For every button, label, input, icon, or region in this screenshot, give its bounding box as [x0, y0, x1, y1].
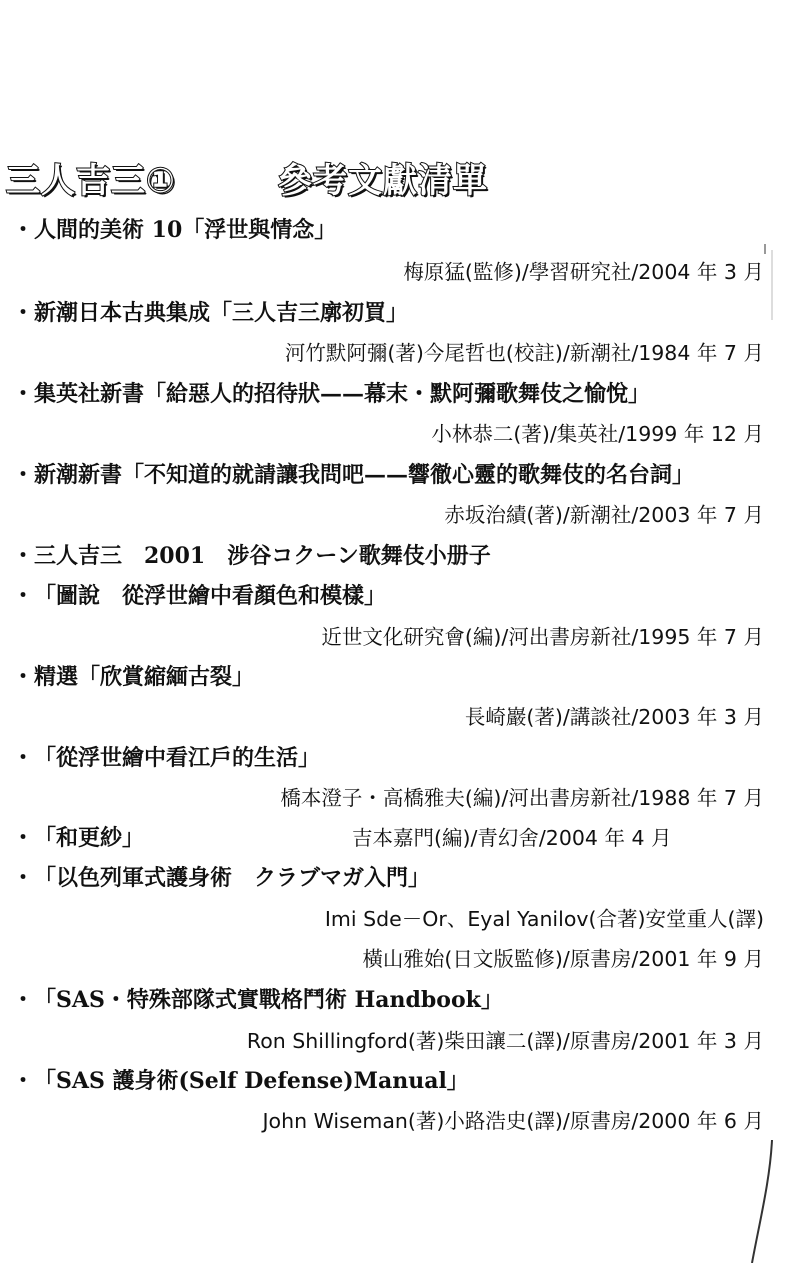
reference-title — [12, 742, 320, 774]
bullet-marker: ・ — [12, 825, 35, 851]
bullet-marker: ・ — [12, 543, 35, 569]
bibliography-heading: 參考文獻清單 — [278, 161, 488, 201]
bullet-marker: ・ — [12, 745, 35, 771]
reference-title — [12, 378, 650, 410]
scan-margin-mark — [764, 244, 766, 254]
reference-title-text: 「和更紗」 — [34, 825, 145, 851]
reference-title — [12, 580, 386, 612]
reference-title-text: 「SAS 護身術(Self Defense)Manual」 — [34, 1068, 469, 1094]
reference-title-text: 精選「欣賞縮緬古裂」 — [34, 664, 255, 690]
reference-publisher: 小林恭二(著)/集英社/1999 年 12 月 — [431, 422, 764, 446]
reference-publisher: 近世文化研究會(編)/河出書房新社/1995 年 7 月 — [321, 625, 764, 649]
bullet-marker: ・ — [12, 987, 35, 1013]
bullet-marker: ・ — [12, 1068, 35, 1094]
reference-publisher: 吉本嘉門(編)/青幻舍/2004 年 4 月 — [352, 826, 672, 850]
reference-publisher: 橋本澄子・高橋雅夫(編)/河出書房新社/1988 年 7 月 — [280, 786, 764, 810]
reference-title-text: 「SAS・特殊部隊式實戰格鬥術 Handbook」 — [34, 987, 503, 1013]
page-header — [0, 158, 800, 208]
book-title-heading: 三人吉三① — [6, 161, 176, 201]
reference-title-text: 「以色列軍式護身術 クラブマガ入門」 — [34, 865, 431, 891]
reference-title-text: 新潮日本古典集成「三人吉三廓初買」 — [34, 300, 409, 326]
bullet-marker: ・ — [12, 865, 35, 891]
reference-title — [12, 540, 491, 572]
reference-publisher: Ron Shillingford(著)柴田讓二(譯)/原書房/2001 年 3 月 — [246, 1029, 764, 1053]
reference-title-text: 集英社新書「給惡人的招待狀——幕末・默阿彌歌舞伎之愉悅」 — [34, 381, 651, 407]
reference-title-text: 三人吉三 2001 涉谷コクーン歌舞伎小册子 — [34, 543, 491, 569]
reference-publisher: 赤坂治績(著)/新潮社/2003 年 7 月 — [444, 503, 764, 527]
reference-publisher: John Wiseman(著)小路浩史(譯)/原書房/2000 年 6 月 — [262, 1109, 764, 1133]
reference-publisher: 橫山雅始(日文版監修)/原書房/2001 年 9 月 — [362, 947, 764, 971]
bullet-marker: ・ — [12, 381, 35, 407]
reference-title — [12, 297, 408, 329]
bullet-marker: ・ — [12, 583, 35, 609]
reference-title — [12, 862, 430, 894]
bullet-marker: ・ — [12, 300, 35, 326]
reference-title-text: 新潮新書「不知道的就請讓我問吧——響徹心靈的歌舞伎的名台詞」 — [34, 462, 695, 488]
bullet-marker: ・ — [12, 217, 35, 243]
reference-publisher: 長崎巖(著)/講談社/2003 年 3 月 — [464, 705, 764, 729]
reference-title-text: 人間的美術 10「浮世與情念」 — [34, 217, 337, 243]
reference-title — [12, 822, 144, 854]
reference-title — [12, 984, 503, 1016]
reference-publisher: Imi Sde－Or、Eyal Yanilov(合著)安堂重人(譯) — [324, 907, 764, 931]
reference-title — [12, 661, 254, 693]
reference-title-text: 「圖說 從浮世繪中看顏色和模樣」 — [34, 583, 387, 609]
reference-publisher: 河竹默阿彌(著)今尾哲也(校註)/新潮社/1984 年 7 月 — [284, 341, 764, 365]
bullet-marker: ・ — [12, 664, 35, 690]
reference-title — [12, 459, 694, 491]
reference-title — [12, 214, 336, 246]
reference-title — [12, 1065, 469, 1097]
reference-title-text: 「從浮世繪中看江戶的生活」 — [34, 745, 321, 771]
reference-publisher: 梅原猛(監修)/學習研究社/2004 年 3 月 — [403, 260, 764, 284]
bullet-marker: ・ — [12, 462, 35, 488]
